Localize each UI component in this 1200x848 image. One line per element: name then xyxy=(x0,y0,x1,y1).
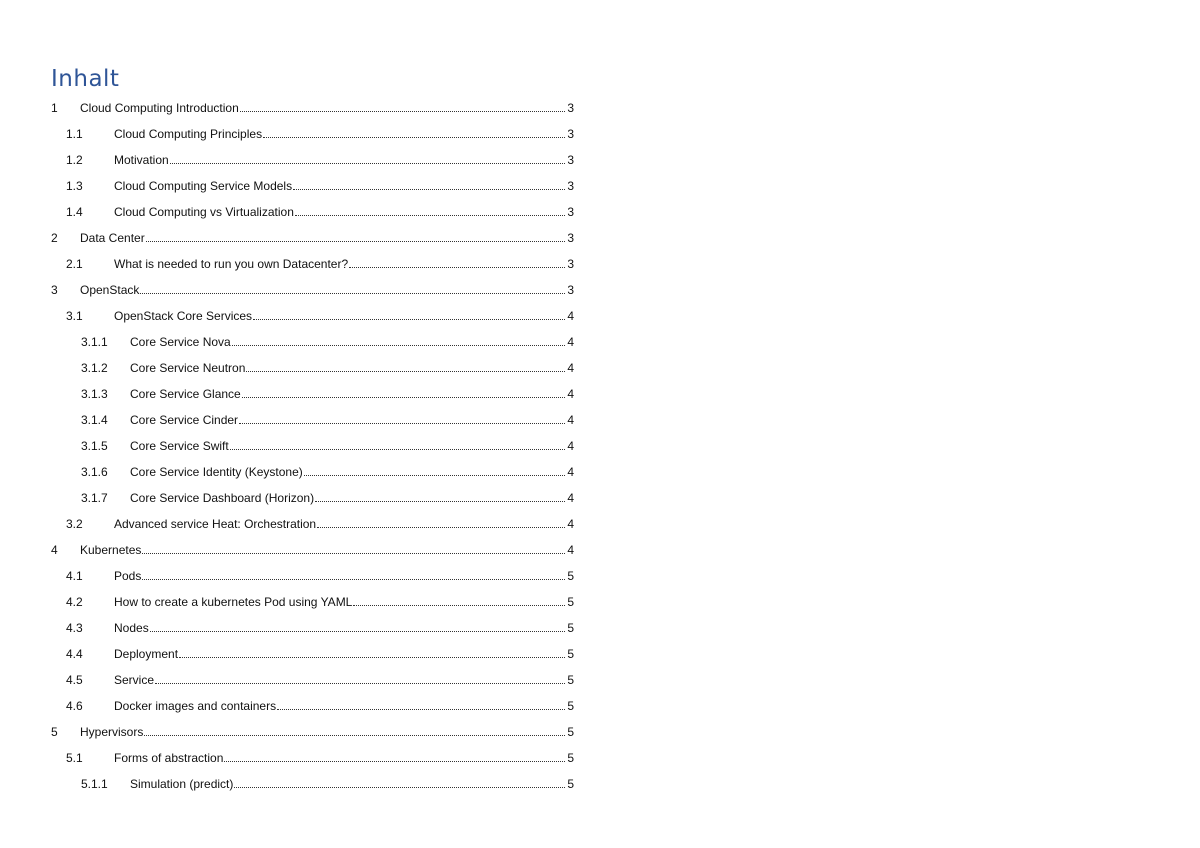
toc-entry[interactable] xyxy=(81,434,574,454)
toc-entry-number: 4.5 xyxy=(66,673,83,687)
toc-entry[interactable] xyxy=(66,616,574,636)
toc-dot-leader xyxy=(170,162,565,164)
toc-entry-number: 3.1.2 xyxy=(81,361,108,375)
toc-entry-number: 3.1.7 xyxy=(81,491,108,505)
toc-entry-title: Cloud Computing Introduction xyxy=(80,101,239,115)
toc-entry-number: 5.1.1 xyxy=(81,777,108,791)
toc-entry-page-number: 3 xyxy=(567,257,574,271)
toc-entry[interactable] xyxy=(81,486,574,506)
toc-entry-page-number: 4 xyxy=(567,361,574,375)
toc-entry-page-number: 3 xyxy=(567,283,574,297)
toc-entry-number: 4.3 xyxy=(66,621,83,635)
toc-dot-leader xyxy=(246,370,565,372)
toc-entry-page-number: 4 xyxy=(567,491,574,505)
toc-entry-number: 4.6 xyxy=(66,699,83,713)
toc-entry-number: 2.1 xyxy=(66,257,83,271)
toc-entry-page-number: 4 xyxy=(567,543,574,557)
toc-entry-page-number: 4 xyxy=(567,465,574,479)
toc-entry[interactable] xyxy=(81,408,574,428)
toc-entry[interactable] xyxy=(66,148,574,168)
toc-entry[interactable] xyxy=(66,122,574,142)
toc-entry-page-number: 5 xyxy=(567,673,574,687)
toc-dot-leader xyxy=(253,318,565,320)
toc-dot-leader xyxy=(146,240,565,242)
toc-entry[interactable] xyxy=(81,382,574,402)
toc-entry[interactable] xyxy=(51,96,574,116)
toc-entry-title: OpenStack xyxy=(80,283,140,297)
toc-dot-leader xyxy=(144,734,565,736)
toc-entry-title: Core Service Neutron xyxy=(130,361,246,375)
toc-entry[interactable] xyxy=(51,538,574,558)
toc-dot-leader xyxy=(295,214,565,216)
toc-dot-leader xyxy=(230,448,565,450)
toc-entry-page-number: 5 xyxy=(567,647,574,661)
toc-entry[interactable] xyxy=(66,564,574,584)
toc-entry-title: Nodes xyxy=(114,621,149,635)
toc-entry-page-number: 4 xyxy=(567,387,574,401)
toc-entry-title: Docker images and containers xyxy=(114,699,277,713)
toc-entry-number: 2 xyxy=(51,231,58,245)
toc-entry[interactable] xyxy=(51,226,574,246)
toc-entry-page-number: 3 xyxy=(567,153,574,167)
toc-entry-title: How to create a kubernetes Pod using YAML xyxy=(114,595,353,609)
toc-entry-number: 1 xyxy=(51,101,58,115)
toc-entry-number: 5 xyxy=(51,725,58,739)
toc-entry-title: Forms of abstraction xyxy=(114,751,224,765)
toc-entry[interactable] xyxy=(66,746,574,766)
toc-dot-leader xyxy=(349,266,565,268)
toc-entry-page-number: 5 xyxy=(567,725,574,739)
toc-dot-leader xyxy=(239,422,565,424)
toc-dot-leader xyxy=(140,292,565,294)
toc-entry-number: 4.2 xyxy=(66,595,83,609)
toc-dot-leader xyxy=(263,136,565,138)
toc-entry-title: Core Service Glance xyxy=(130,387,241,401)
toc-entry-title: Core Service Swift xyxy=(130,439,229,453)
toc-entry-number: 3 xyxy=(51,283,58,297)
toc-entry[interactable] xyxy=(66,590,574,610)
toc-dot-leader xyxy=(150,630,565,632)
toc-entry-title: Motivation xyxy=(114,153,169,167)
toc-entry[interactable] xyxy=(66,174,574,194)
toc-dot-leader xyxy=(293,188,565,190)
toc-entry-number: 3.1.4 xyxy=(81,413,108,427)
toc-entry-title: Advanced service Heat: Orchestration xyxy=(114,517,317,531)
toc-entry-title: Cloud Computing vs Virtualization xyxy=(114,205,294,219)
toc-entry-page-number: 3 xyxy=(567,127,574,141)
toc-entry-page-number: 4 xyxy=(567,309,574,323)
toc-dot-leader xyxy=(234,786,565,788)
toc-dot-leader xyxy=(317,526,565,528)
toc-entry-page-number: 3 xyxy=(567,101,574,115)
toc-entry-number: 4 xyxy=(51,543,58,557)
toc-entry[interactable] xyxy=(66,668,574,688)
toc-entry-title: Hypervisors xyxy=(80,725,144,739)
toc-entry-number: 1.1 xyxy=(66,127,83,141)
toc-entry[interactable] xyxy=(51,720,574,740)
toc-entry[interactable] xyxy=(66,642,574,662)
toc-entry-title: Core Service Cinder xyxy=(130,413,239,427)
toc-entry-page-number: 3 xyxy=(567,205,574,219)
toc-dot-leader xyxy=(224,760,565,762)
toc-entry-title: Pods xyxy=(114,569,142,583)
toc-entry-number: 5.1 xyxy=(66,751,83,765)
toc-entry-page-number: 4 xyxy=(567,517,574,531)
toc-entry-title: Simulation (predict) xyxy=(130,777,234,791)
toc-entry-page-number: 5 xyxy=(567,569,574,583)
toc-entry-title: Core Service Dashboard (Horizon) xyxy=(130,491,315,505)
toc-entry-page-number: 5 xyxy=(567,621,574,635)
toc-entry[interactable] xyxy=(81,460,574,480)
toc-entry-title: Data Center xyxy=(80,231,145,245)
toc-entry-page-number: 5 xyxy=(567,777,574,791)
toc-entry-number: 3.1.6 xyxy=(81,465,108,479)
toc-entry-title: Cloud Computing Service Models xyxy=(114,179,293,193)
toc-entry-number: 3.2 xyxy=(66,517,83,531)
toc-dot-leader xyxy=(242,396,565,398)
toc-entry-title: Core Service Identity (Keystone) xyxy=(130,465,303,479)
toc-dot-leader xyxy=(155,682,565,684)
toc-entry-number: 4.1 xyxy=(66,569,83,583)
toc-entry[interactable] xyxy=(66,200,574,220)
toc-entry-number: 3.1.5 xyxy=(81,439,108,453)
toc-entry[interactable] xyxy=(66,512,574,532)
toc-entry-title: Deployment xyxy=(114,647,179,661)
toc-entry[interactable] xyxy=(81,772,574,792)
toc-entry-page-number: 5 xyxy=(567,699,574,713)
toc-entry-page-number: 3 xyxy=(567,179,574,193)
toc-entry-number: 1.2 xyxy=(66,153,83,167)
toc-entry-number: 3.1.3 xyxy=(81,387,108,401)
toc-dot-leader xyxy=(179,656,565,658)
toc-entry-number: 1.3 xyxy=(66,179,83,193)
toc-entry-title: Service xyxy=(114,673,155,687)
toc-dot-leader xyxy=(315,500,565,502)
toc-dot-leader xyxy=(304,474,565,476)
toc-entry-title: Core Service Nova xyxy=(130,335,231,349)
toc-dot-leader xyxy=(353,604,565,606)
toc-entry[interactable] xyxy=(81,356,574,376)
toc-entry[interactable] xyxy=(81,330,574,350)
toc-entry-page-number: 4 xyxy=(567,335,574,349)
toc-entry-page-number: 4 xyxy=(567,413,574,427)
toc-entry[interactable] xyxy=(66,304,574,324)
toc-entry-title: Kubernetes xyxy=(80,543,142,557)
toc-dot-leader xyxy=(142,552,565,554)
toc-entry-number: 1.4 xyxy=(66,205,83,219)
toc-entry-number: 3.1.1 xyxy=(81,335,108,349)
toc-entry-page-number: 3 xyxy=(567,231,574,245)
toc-dot-leader xyxy=(232,344,565,346)
toc-dot-leader xyxy=(277,708,565,710)
toc-entry-page-number: 4 xyxy=(567,439,574,453)
toc-entry[interactable] xyxy=(51,278,574,298)
toc-entry-title: Cloud Computing Principles xyxy=(114,127,263,141)
toc-entry-page-number: 5 xyxy=(567,595,574,609)
toc-heading: Inhalt xyxy=(51,66,120,92)
toc-entry-title: What is needed to run you own Datacenter? xyxy=(114,257,349,271)
toc-dot-leader xyxy=(142,578,565,580)
toc-entry[interactable] xyxy=(66,252,574,272)
toc-entry-page-number: 5 xyxy=(567,751,574,765)
toc-entry-number: 3.1 xyxy=(66,309,83,323)
toc-entry-number: 4.4 xyxy=(66,647,83,661)
toc-entry-title: OpenStack Core Services xyxy=(114,309,253,323)
toc-entry[interactable] xyxy=(66,694,574,714)
toc-dot-leader xyxy=(240,110,565,112)
